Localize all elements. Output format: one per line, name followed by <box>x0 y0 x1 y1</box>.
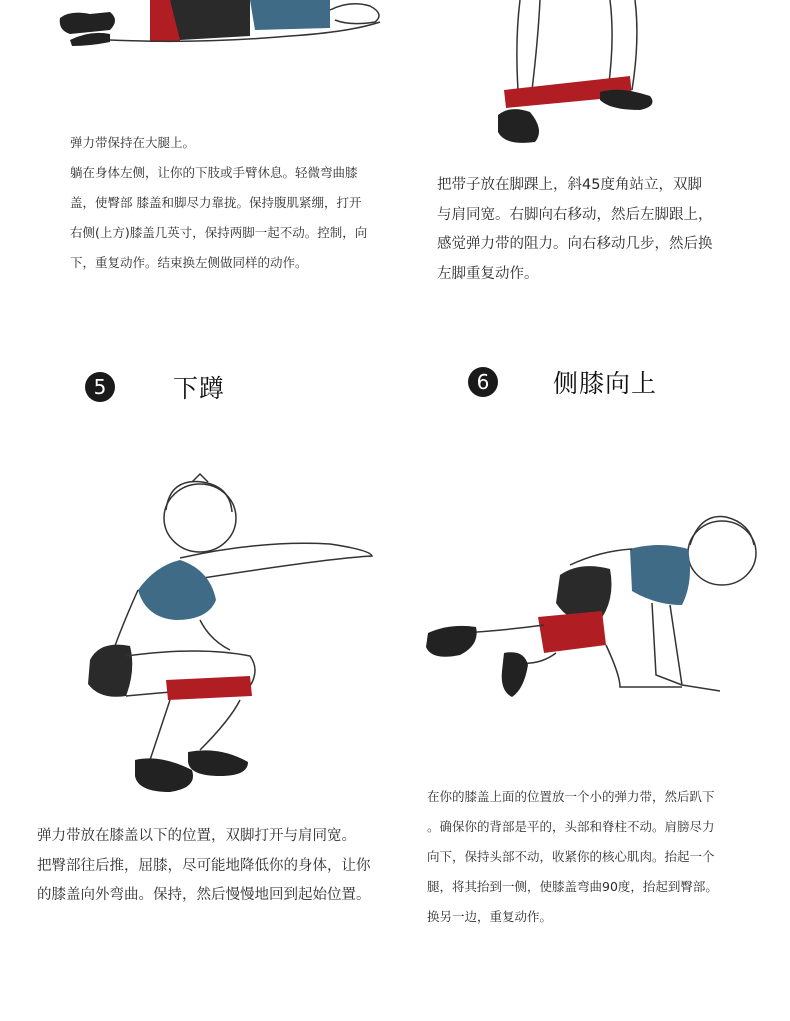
caption-line: 下，重复动作。结束换左侧做同样的动作。 <box>70 255 308 270</box>
squat-illustration <box>80 470 380 805</box>
caption-line: 向下，保持头部不动，收紧你的核心肌肉。抬起一个 <box>427 849 715 864</box>
caption-line: 弹力带放在膝盖以下的位置，双脚打开与肩同宽。 <box>37 828 356 844</box>
exercise-5-caption <box>37 822 409 911</box>
caption-line: 把臀部往后推，屈膝，尽可能地降低你的身体，让你 <box>37 857 371 874</box>
caption-line: 腿，将其抬到一侧，使膝盖弯曲90度，抬起到臀部。 <box>427 879 718 894</box>
exercise-5-number-badge: 5 <box>85 372 115 402</box>
caption-line: 感觉弹力带的阻力。向右移动几步，然后换 <box>437 236 713 252</box>
caption-line: 躺在身体左侧，让你的下肢或手臂休息。轻微弯曲膝 <box>70 165 358 180</box>
caption-line: 弹力带保持在大腿上。 <box>70 135 196 150</box>
exercise-6-caption <box>427 782 772 932</box>
caption-line: 盖，使臀部 膝盖和脚尽力靠拢。保持腹肌紧绷，打开 <box>70 195 362 210</box>
caption-line: 左脚重复动作。 <box>437 265 539 282</box>
caption-line: 。确保你的背部是平的，头部和脊柱不动。肩膀尽力 <box>427 819 715 834</box>
exercise-6-title: 侧膝向上 <box>553 369 658 398</box>
lateral-walk-illustration <box>490 0 670 150</box>
caption-line: 换另一边，重复动作。 <box>427 909 553 924</box>
lateral-walk-caption <box>437 171 767 289</box>
lying-side-caption <box>70 128 400 278</box>
caption-line: 在你的膝盖上面的位置放一个小的弹力带，然后趴下 <box>427 789 715 804</box>
caption-line: 把带子放在脚踝上，斜45度角站立，双脚 <box>437 177 702 193</box>
exercise-6-number-badge: 6 <box>468 367 498 397</box>
caption-line: 的膝盖向外弯曲。保持，然后慢慢地回到起始位置。 <box>37 887 371 903</box>
quadruped-illustration <box>420 505 765 705</box>
caption-line: 与肩同宽。右脚向右移动，然后左脚跟上， <box>437 206 713 223</box>
caption-line: 右侧(上方)膝盖几英寸，保持两脚一起不动。控制，向 <box>70 225 368 240</box>
lying-side-illustration <box>50 0 390 55</box>
exercise-5-title: 下蹲 <box>173 374 226 403</box>
